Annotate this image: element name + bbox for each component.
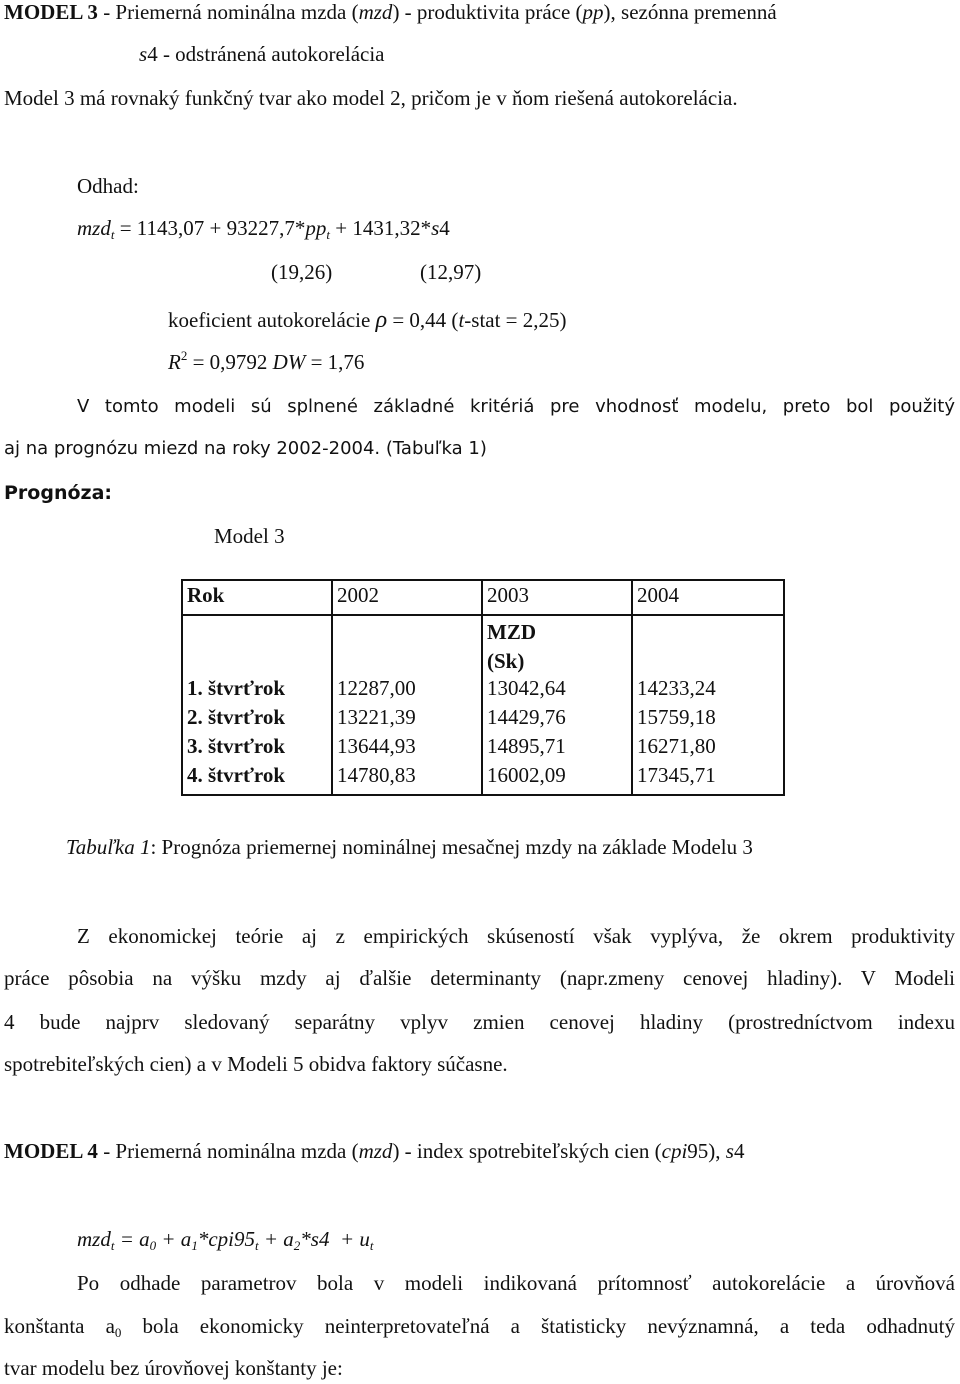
forecast-heading: Prognóza: <box>4 482 113 504</box>
model4-heading: MODEL 4 - Priemerná nominálna mzda (mzd) - index spotrebiteľských cien (cpi95), s4 <box>4 1139 745 1163</box>
model3-heading: MODEL 3 - Priemerná nominálna mzda (mzd) - produktivita práce (pp), sezónna premenná <box>4 0 777 24</box>
model4-equation: $mzd_t = a_0 + a_1*cpi95_t + a_2*s4 + u_t$ <box>77 1227 374 1253</box>
unit-label: MZD (Sk) <box>482 615 632 678</box>
header-cell-rok: Rok <box>182 580 332 615</box>
estimate-label: Odhad: <box>77 174 139 198</box>
model3-paragraph-line1: V tomto modeli sú splnené základné kritériá pre vhodnosť modelu, preto bol použitý <box>77 396 955 417</box>
table-header-row <box>182 580 784 615</box>
table-row: 3. štvrťrok 13644,93 14895,71 16271,80 <box>182 736 784 765</box>
table-row: 1. štvrťrok 12287,00 13042,64 14233,24 <box>182 678 784 707</box>
header-cell-2002: 2002 <box>332 580 482 615</box>
discussion-line1: Z ekonomickej teórie aj z empirických skúseností však vyplýva, že okrem produktivity <box>77 924 955 948</box>
model4-paragraph-line2: konštanta $a_0$ bola ekonomicky neinterpretovateľná a štatisticky nevýznamná, a teda odhadnutý <box>4 1314 955 1340</box>
table-title: Model 3 <box>214 524 285 548</box>
autocorrelation-coefficient: koeficient autokorelácie ρ = 0,44 (t-stat = 2,25) <box>168 307 567 333</box>
model3-heading-line2: s4 - odstránená autokorelácia <box>139 42 385 66</box>
t-statistic-pp: (19,26) <box>271 260 333 284</box>
table-row: 2. štvrťrok 13221,39 14429,76 15759,18 <box>182 707 784 736</box>
model4-paragraph-line1: Po odhade parametrov bola v modeli indikovaná prítomnosť autokorelácie a úrovňová <box>77 1271 955 1295</box>
model3-intro: Model 3 má rovnaký funkčný tvar ako model 2, pričom je v ňom riešená autokorelácia. <box>4 86 738 110</box>
model3-estimated-equation: $mzd_t = 1143,07 + 93227,7*pp_t + 1431,32*s4$ <box>77 216 450 242</box>
model3-paragraph-line2: aj na prognózu miezd na roky 2002-2004. (Tabuľka 1) <box>4 438 487 459</box>
header-cell-2004: 2004 <box>632 580 784 615</box>
model4-paragraph-line3: tvar modelu bez úrovňovej konštanty je: <box>4 1356 343 1380</box>
header-cell-2003: 2003 <box>482 580 632 615</box>
t-statistic-s4: (12,97) <box>420 260 482 284</box>
table-row: 4. štvrťrok 14780,83 16002,09 17345,71 <box>182 765 784 795</box>
discussion-line4: spotrebiteľských cien) a v Modeli 5 obidva faktory súčasne. <box>4 1052 508 1076</box>
r-squared-dw: $R^2 = 0,9792$ DW = 1,76 <box>168 348 365 374</box>
table-caption: Tabuľka 1: Prognóza priemernej nominálnej mesačnej mzdy na základe Modelu 3 <box>66 835 753 859</box>
discussion-line3: 4 bude najprv sledovaný separátny vplyv zmien cenovej hladiny (prostredníctvom indexu <box>4 1010 955 1034</box>
table-unit-row <box>182 615 784 678</box>
forecast-table <box>181 579 785 796</box>
discussion-line2: práce pôsobia na výšku mzdy aj ďalšie determinanty (napr.zmeny cenovej hladiny). V Modeli <box>4 966 955 990</box>
